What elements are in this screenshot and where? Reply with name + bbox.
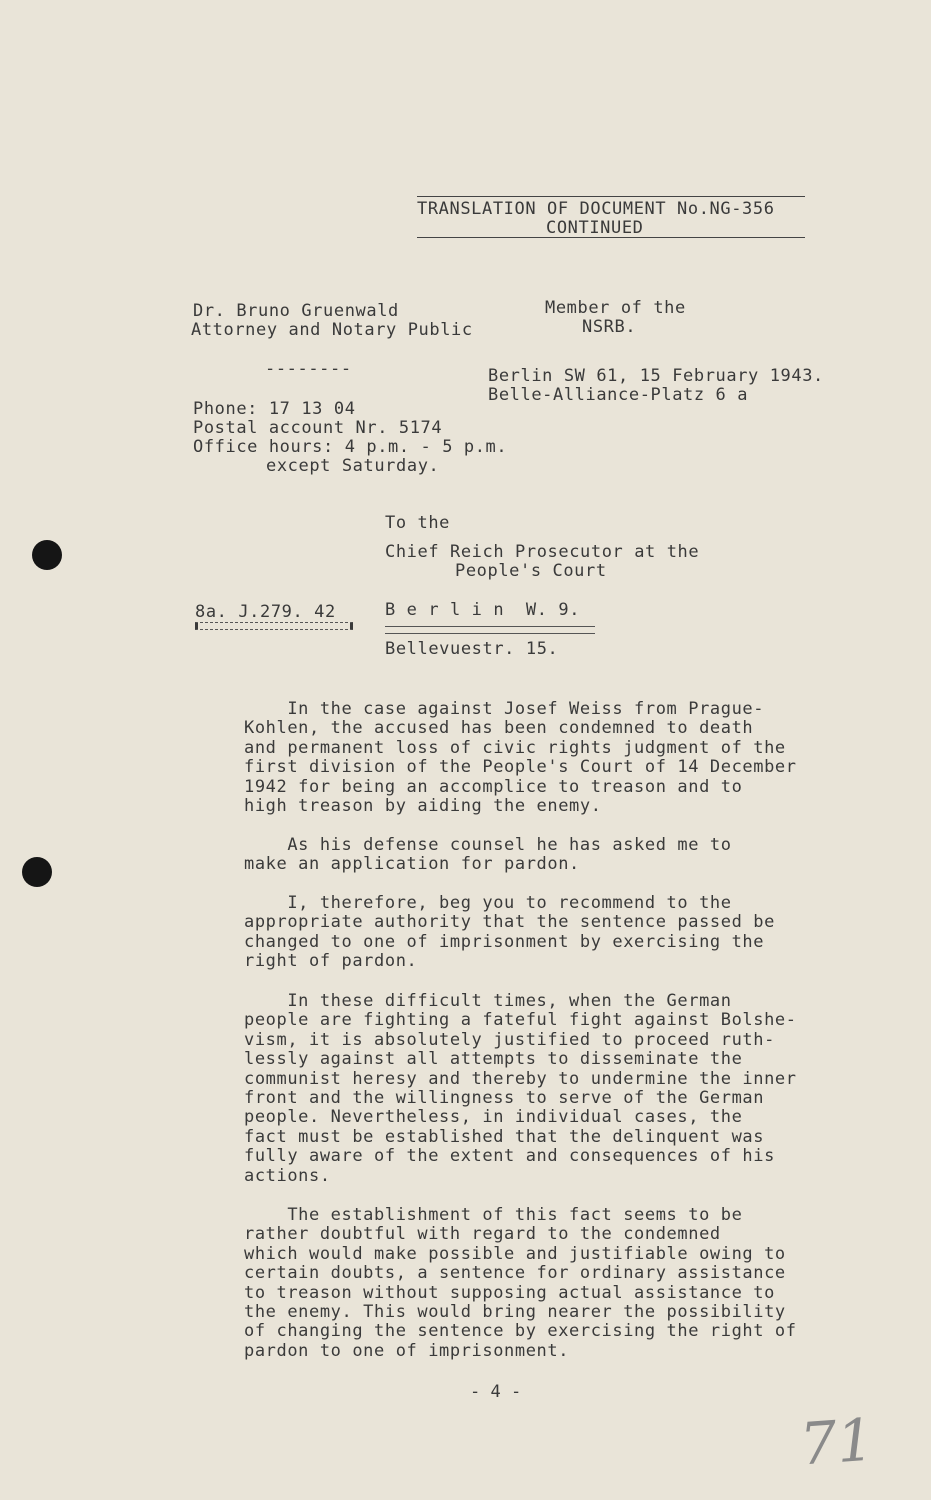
paragraph-5	[244, 1206, 864, 1361]
paragraph-line: lessly against all attempts to disseminate the	[244, 1049, 743, 1070]
paragraph-line: actions.	[244, 1165, 331, 1186]
paragraph-line: communist heresy and thereby to undermine the inner	[244, 1068, 797, 1089]
recipient-street: Bellevuestr. 15.	[385, 639, 559, 659]
reference-underline	[195, 622, 353, 630]
paragraph-line: and permanent loss of civic rights judgment of the	[244, 737, 786, 758]
paragraph-line: As his defense counsel he has asked me to	[244, 835, 732, 855]
paragraph-line: people are fighting a fateful fight against Bolshe-	[244, 1010, 797, 1031]
paragraph-line: rather doubtful with regard to the condemned	[244, 1224, 721, 1245]
paragraph-line: to treason without supposing actual assistance to	[244, 1282, 775, 1303]
paragraph-line: the enemy. This would bring nearer the possibility	[244, 1302, 786, 1323]
paragraph-line: high treason by aiding the enemy.	[244, 796, 602, 817]
paragraph-line: front and the willingness to serve of the German	[244, 1088, 765, 1109]
recipient-to: To the	[385, 513, 451, 533]
header-bottom-rule	[417, 237, 805, 238]
recipient-city-underline	[385, 626, 595, 634]
paragraph-4	[244, 992, 864, 1186]
paragraph-line: 1942 for being an accomplice to treason and to	[244, 776, 743, 797]
paragraph-line: which would make possible and justifiable owing to	[244, 1243, 786, 1264]
paragraph-line: I, therefore, beg you to recommend to the	[244, 893, 732, 913]
paragraph-line: fact must be established that the delinquent was	[244, 1126, 765, 1147]
paragraph-line: of changing the sentence by exercising the right of	[244, 1321, 797, 1342]
recipient-office: Chief Reich Prosecutor at the	[385, 542, 700, 562]
sender-separator: --------	[265, 359, 352, 379]
sender-place-date: Berlin SW 61, 15 February 1943.	[488, 366, 824, 386]
paragraph-2	[244, 836, 864, 875]
sender-member-line2: NSRB.	[582, 317, 637, 337]
sender-office-hours: Office hours: 4 p.m. - 5 p.m.	[193, 437, 508, 457]
paragraph-line: In the case against Josef Weiss from Prague-	[244, 699, 765, 719]
paragraph-line: first division of the People's Court of 14 December	[244, 757, 797, 778]
sender-phone: Phone: 17 13 04	[193, 399, 356, 419]
paragraph-line: vism, it is absolutely justified to proceed ruth-	[244, 1029, 775, 1050]
sender-street: Belle-Alliance-Platz 6 a	[488, 385, 749, 405]
punch-hole-bottom	[22, 857, 52, 887]
document-continued: CONTINUED	[546, 218, 644, 238]
paragraph-line: changed to one of imprisonment by exercising the	[244, 931, 765, 952]
document-title: TRANSLATION OF DOCUMENT No.NG-356	[417, 199, 775, 219]
handwritten-page-mark: 71	[797, 1405, 877, 1479]
paragraph-line: appropriate authority that the sentence passed be	[244, 912, 775, 933]
sender-name: Dr. Bruno Gruenwald	[193, 301, 399, 321]
paragraph-line: certain doubts, a sentence for ordinary assistance	[244, 1263, 786, 1284]
sender-office-hours-except: except Saturday.	[266, 456, 440, 476]
recipient-city: B e r l i n W. 9.	[385, 600, 581, 620]
paragraph-line: In these difficult times, when the German	[244, 991, 732, 1011]
paragraph-line: pardon to one of imprisonment.	[244, 1340, 570, 1361]
paragraph-line: make an application for pardon.	[244, 854, 580, 875]
sender-title: Attorney and Notary Public	[191, 320, 473, 340]
punch-hole-top	[32, 540, 62, 570]
paragraph-1	[244, 700, 864, 816]
paragraph-line: people. Nevertheless, in individual cases, the	[244, 1107, 743, 1128]
paragraph-line: right of pardon.	[244, 951, 418, 972]
page-number: - 4 -	[470, 1382, 522, 1402]
sender-member-line1: Member of the	[545, 298, 686, 318]
recipient-court: People's Court	[455, 561, 607, 581]
paragraph-line: Kohlen, the accused has been condemned to death	[244, 718, 754, 739]
header-top-rule	[417, 196, 805, 197]
paragraph-3	[244, 894, 864, 972]
sender-postal-account: Postal account Nr. 5174	[193, 418, 443, 438]
paragraph-line: fully aware of the extent and consequences of his	[244, 1146, 775, 1167]
reference-number: 8a. J.279. 42	[195, 602, 336, 622]
paragraph-line: The establishment of this fact seems to be	[244, 1205, 743, 1225]
